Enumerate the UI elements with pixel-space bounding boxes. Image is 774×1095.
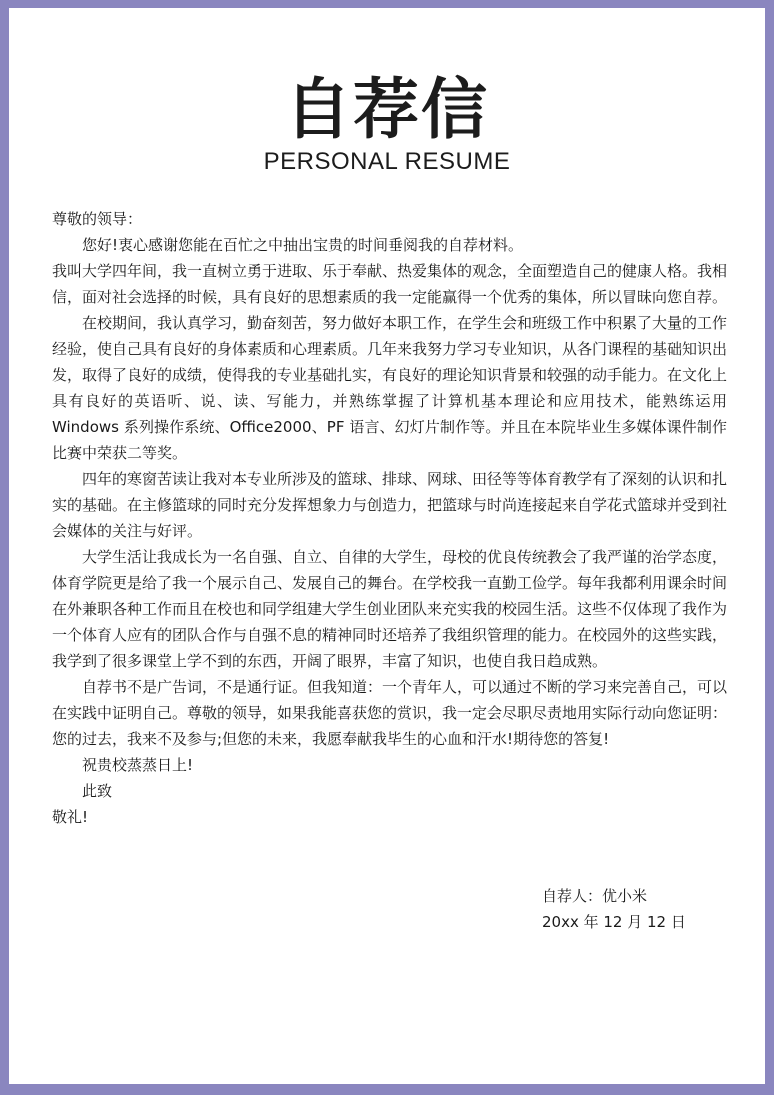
letter-body bbox=[52, 206, 727, 830]
signer-name: 自荐人：优小米 bbox=[542, 887, 648, 905]
letter-page bbox=[9, 8, 765, 1084]
signature-date: 20xx 年 12 月 12 日 bbox=[542, 913, 686, 931]
paragraph-school-study: 在校期间，我认真学习，勤奋刻苦，努力做好本职工作，在学生会和班级工作中积累了大量的工作经验，使自己具有良好的身体素质和心理素质。几年来我努力学习专业知识，从各门课程的基础知识出发，取得了良好的成绩，使得我的专业基础扎实，有良好的理论知识背景和较强的动手能力。在文化上具有良好的英语听、说、读、写能力，并熟练掌握了计算机基本理论和应用技术，能熟练运用 Windows 系列操作系统、Office2000、PF 语言、幻灯片制作等。并且在本院毕业生多媒体课件制作比赛中荣获二等奖。 bbox=[52, 314, 728, 462]
paragraph-greeting: 您好!衷心感谢您能在百忙之中抽出宝贵的时间垂阅我的自荐材料。 bbox=[82, 236, 524, 254]
paragraph-sports: 四年的寒窗苦读让我对本专业所涉及的篮球、排球、网球、田径等等体育教学有了深刻的认识和扎实的基础。在主修篮球的同时充分发挥想象力与创造力，把篮球与时尚连接起来自学花式篮球并受到社会媒体的关注与好评。 bbox=[52, 470, 728, 540]
paragraph-college-life: 大学生活让我成长为一名自强、自立、自律的大学生，母校的优良传统教会了我严谨的治学态度，体育学院更是给了我一个展示自己、发展自己的舞台。在学校我一直勤工俭学。每年我都利用课余时间在外兼职各种工作而且在校也和同学组建大学生创业团队来充实我的校园生活。这些不仅体现了我作为一个体育人应有的团队合作与自强不息的精神同时还培养了我组织管理的能力。在校园外的这些实践，我学到了很多课堂上学不到的东西，开阔了眼界，丰富了知识，也使自我日趋成熟。 bbox=[52, 548, 728, 670]
paragraph-intro: 我叫大学四年间，我一直树立勇于进取、乐于奉献、热爱集体的观念，全面塑造自己的健康人格。我相信，面对社会选择的时候，具有良好的思想素质的我一定能赢得一个优秀的集体，所以冒昧向您自荐。 bbox=[52, 262, 728, 306]
signature-block bbox=[542, 883, 686, 935]
blessing: 祝贵校蒸蒸日上! bbox=[82, 756, 194, 774]
closing-cizhi: 此致 bbox=[82, 782, 113, 800]
paragraph-conclusion: 自荐书不是广告词，不是通行证。但我知道：一个青年人，可以通过不断的学习来完善自己，可以在实践中证明自己。尊敬的领导，如果我能喜获您的赏识，我一定会尽职尽责地用实际行动向您证明：您的过去，我来不及参与;但您的未来，我愿奉献我毕生的心血和汗水!期待您的答复! bbox=[52, 678, 728, 748]
salutation: 尊敬的领导： bbox=[52, 210, 143, 228]
page-subtitle: PERSONAL RESUME bbox=[263, 148, 511, 175]
closing-salute: 敬礼! bbox=[52, 808, 89, 826]
page-title: 自荐信 bbox=[285, 71, 489, 148]
